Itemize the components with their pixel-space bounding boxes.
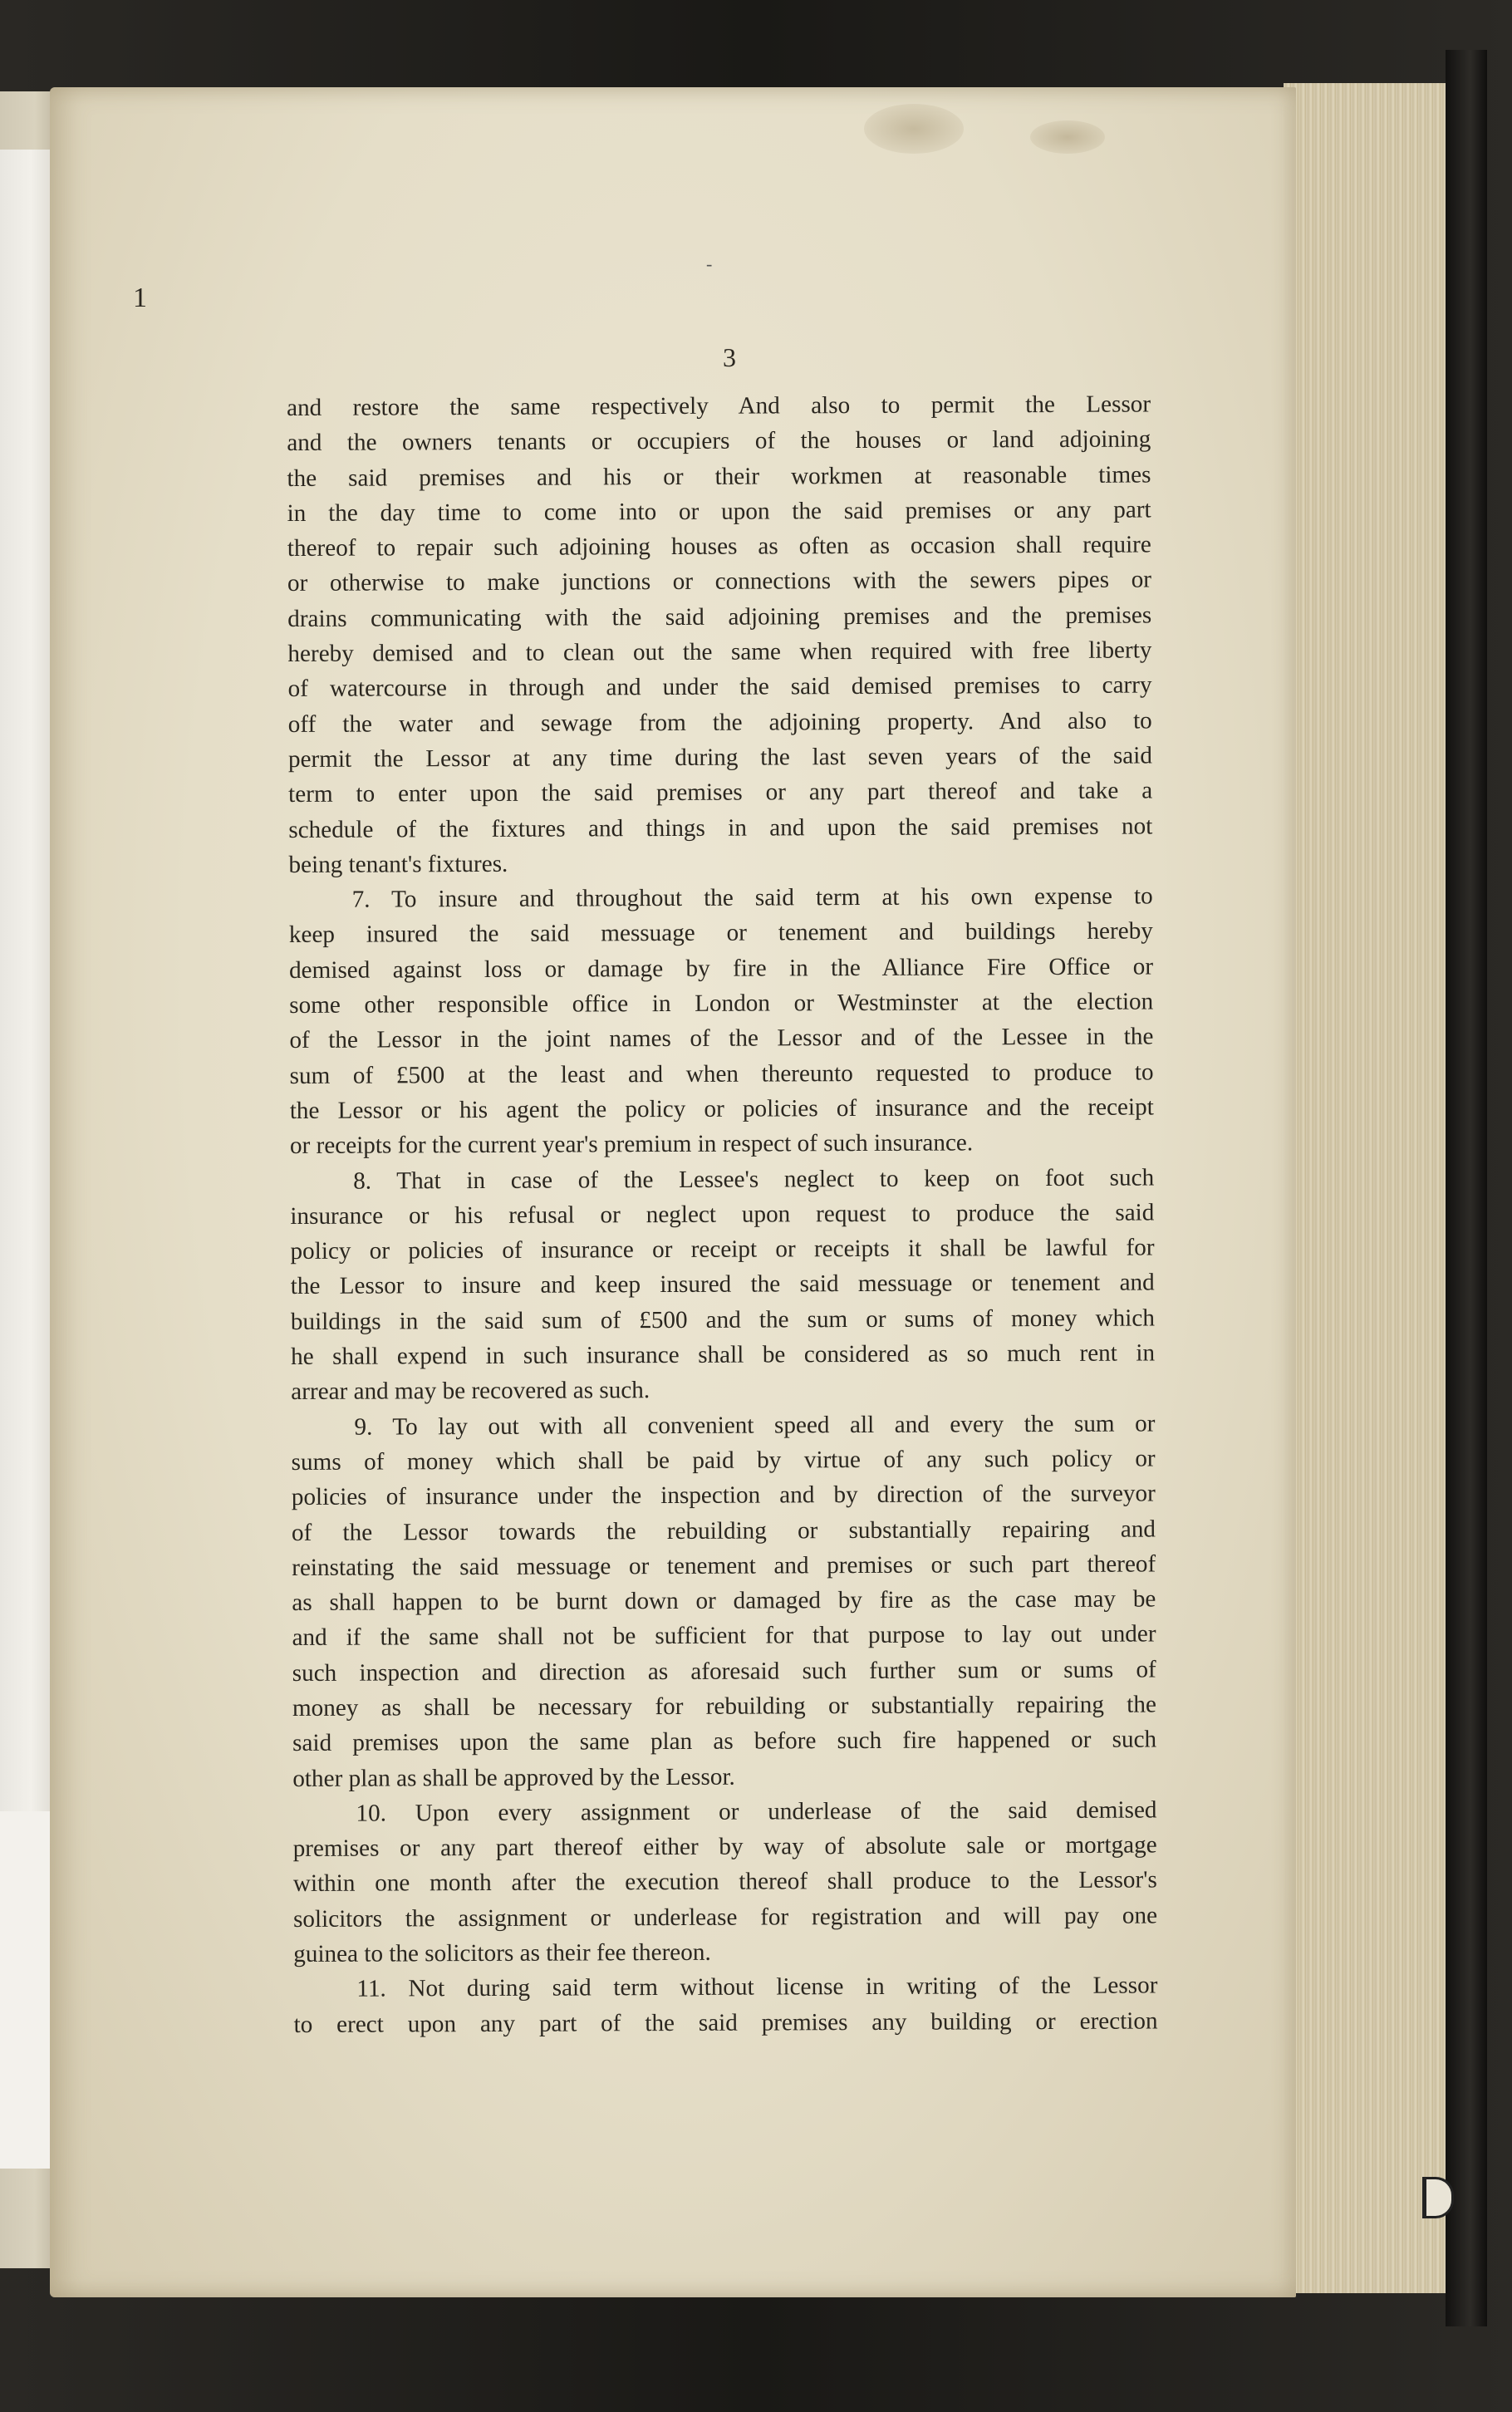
text-line: arrear and may be recovered as such. [291, 1377, 650, 1406]
text-line: reinstating the said messuage or tenement and premises or such part thereof [292, 1550, 1156, 1581]
text-line: policies of insurance under the inspection and by direction of the surveyor [291, 1480, 1156, 1511]
text-line: schedule of the fixtures and things in and upon the said premises not [288, 813, 1153, 843]
text-line: sums of money which shall be paid by virtue of any such policy or [291, 1445, 1156, 1476]
text-line: solicitors the assignment or underlease for registration and will pay one [292, 1902, 1158, 1933]
text-line: buildings in the said sum of £500 and the sum or sums of money which [290, 1304, 1155, 1335]
book-cover-edge [1446, 50, 1487, 2326]
text-line: to erect upon any part of the said premises any building or erection [293, 2007, 1158, 2038]
text-line: off the water and sewage from the adjoining property. And also to [287, 707, 1152, 738]
foxing-stain [1030, 120, 1105, 154]
text-line: such inspection and direction as aforesaid such further sum or sums of [292, 1656, 1156, 1687]
text-line: term to enter upon the said premises or any part thereof and take a [288, 777, 1153, 808]
text-line: or receipts for the current year's premium in respect of such insurance. [289, 1129, 974, 1160]
text-line: the Lessor to insure and keep insured the said messuage or tenement and [290, 1269, 1155, 1300]
corner-tab-mark [1422, 2177, 1454, 2218]
text-line: and the owners tenants or occupiers of the houses or land adjoining [287, 425, 1151, 457]
text-line: 11. Not during said term without license in writing of the Lessor [356, 1972, 1158, 2003]
text-line: of watercourse in through and under the said demised premises to carry [287, 671, 1152, 703]
text-line: as shall happen to be burnt down or damaged by fire as the case may be [292, 1585, 1156, 1617]
text-line: permit the Lessor at any time during the last seven years of the said [287, 742, 1152, 773]
text-line: insurance or his refusal or neglect upon request to produce the said [290, 1199, 1155, 1230]
text-line: 8. That in case of the Lessee's neglect to keep on foot such [353, 1163, 1155, 1195]
foxing-stain [864, 104, 964, 154]
text-line: being tenant's fixtures. [288, 850, 508, 878]
text-line: the Lessor or his agent the policy or policies of insurance and the receipt [289, 1093, 1154, 1124]
text-line: demised against loss or damage by fire in the Alliance Fire Office or [288, 953, 1154, 984]
body-text [287, 386, 1158, 2041]
text-line: guinea to the solicitors as their fee thereon. [293, 1938, 711, 1968]
text-line: and restore the same respectively And also to permit the Lessor [287, 391, 1151, 421]
text-line: in the day time to come into or upon the said premises or any part [287, 496, 1151, 527]
page-number: 3 [723, 342, 736, 372]
text-line: 9. To lay out with all convenient speed all and every the sum or [354, 1410, 1156, 1441]
text-line: of the Lessor in the joint names of the Lessor and of the Lessee in the [289, 1023, 1154, 1054]
text-line: 7. To insure and throughout the said term at his own expense to [351, 882, 1153, 913]
text-line: other plan as shall be approved by the Lessor. [292, 1763, 735, 1792]
text-line: policy or policies of insurance or receipt or receipts it shall be lawful for [290, 1234, 1155, 1265]
text-line: he shall expend in such insurance shall be considered as so much rent in [291, 1339, 1156, 1371]
text-line: drains communicating with the said adjoining premises and the premises [287, 602, 1152, 632]
text-line: premises or any part thereof either by way of absolute sale or mortgage [292, 1831, 1157, 1863]
text-line: money as shall be necessary for rebuilding or substantially repairing the [292, 1691, 1156, 1722]
margin-mark: 1 [133, 282, 147, 313]
text-line: thereof to repair such adjoining houses as often as occasion shall require [287, 531, 1151, 562]
text-line: within one month after the execution thereof shall produce to the Lessor's [292, 1866, 1157, 1898]
text-line: or otherwise to make junctions or connections with the sewers pipes or [287, 566, 1152, 597]
text-line: and if the same shall not be sufficient for that purpose to lay out under [292, 1620, 1156, 1652]
text-line: keep insured the said messuage or tenement and buildings hereby [288, 917, 1153, 949]
page-stack-edge [1284, 83, 1462, 2293]
text-line: said premises upon the same plan as before such fire happened or such [292, 1726, 1157, 1757]
text-line: of the Lessor towards the rebuilding or substantially repairing and [291, 1515, 1156, 1546]
text-line: 10. Upon every assignment or underlease of the said demised [356, 1796, 1157, 1827]
dash-mark: - [706, 253, 713, 274]
text-line: sum of £500 at the least and when thereunto requested to produce to [289, 1059, 1154, 1089]
text-line: some other responsible office in London or Westminster at the election [289, 988, 1154, 1019]
text-line: the said premises and his or their workmen at reasonable times [287, 461, 1151, 492]
text-line: hereby demised and to clean out the same when required with free liberty [287, 636, 1152, 668]
